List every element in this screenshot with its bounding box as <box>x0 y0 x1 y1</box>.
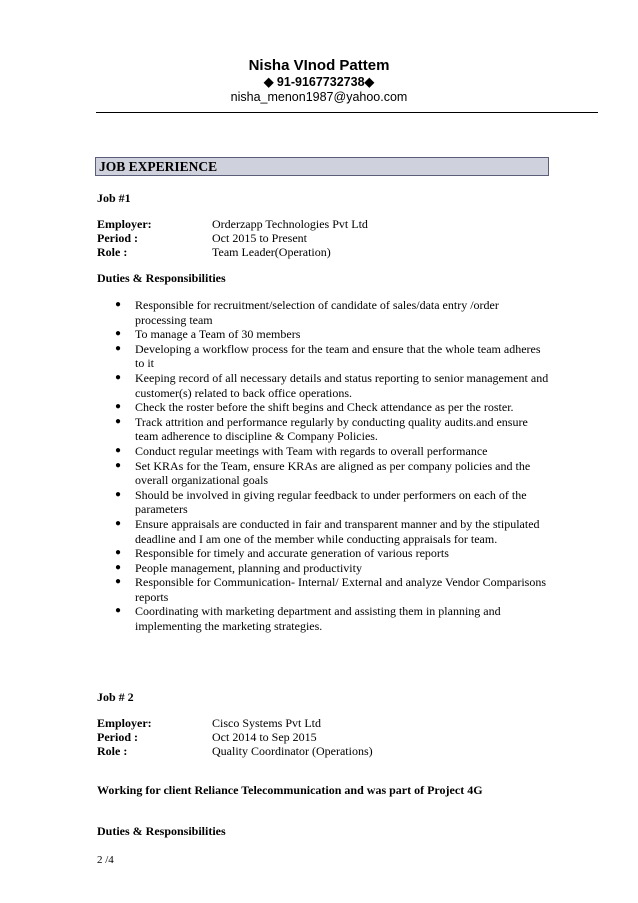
page-number: 2 /4 <box>97 854 114 866</box>
candidate-name: Nisha VInod Pattem <box>248 57 390 74</box>
list-item <box>112 604 552 633</box>
duty-text: Coordinating with marketing department and assisting them in planning and implementing the marketing strategies. <box>135 604 501 634</box>
bullet-icon: ● <box>115 517 122 529</box>
list-item <box>112 561 552 576</box>
list-item <box>112 459 552 488</box>
bullet-icon: ● <box>115 561 122 573</box>
duty-text: Keeping record of all necessary details and status reporting to senior management and customer(s) related to back office operations. <box>135 370 549 400</box>
bullet-icon: ● <box>115 342 122 354</box>
bullet-icon: ● <box>115 444 122 456</box>
job1-employer: Orderzapp Technologies Pvt Ltd <box>212 217 368 231</box>
job2-employer-label: Employer: <box>97 716 152 730</box>
section-header-box <box>95 157 549 176</box>
list-item <box>112 400 552 415</box>
bullet-icon: ● <box>115 299 122 310</box>
job2-employer: Cisco Systems Pvt Ltd <box>212 716 322 730</box>
list-item <box>112 415 552 444</box>
bullet-icon: ● <box>115 605 122 617</box>
duty-text: People management, planning and productivity <box>135 560 362 575</box>
list-item <box>112 327 552 342</box>
bullet-icon: ● <box>115 328 122 340</box>
job2-role-label: Role : <box>97 744 128 758</box>
list-item <box>112 342 552 371</box>
job1-period-label: Period : <box>97 231 138 245</box>
bullet-icon: ● <box>115 576 122 588</box>
job2-duties-heading: Duties & Responsibilities <box>97 824 226 838</box>
job2-period: Oct 2014 to Sep 2015 <box>212 730 317 744</box>
duty-text: Responsible for timely and accurate generation of various reports <box>135 546 449 561</box>
bullet-icon: ● <box>115 401 122 413</box>
phone-number: ◆ 91-9167732738◆ <box>263 75 375 89</box>
section-title: JOB EXPERIENCE <box>99 159 218 174</box>
job1-role: Team Leader(Operation) <box>212 245 331 259</box>
bullet-icon: ● <box>115 547 122 559</box>
duty-text: Track attrition and performance regularly by conducting quality audits.and ensure team adherence to discipline & Company Policies. <box>135 414 528 444</box>
list-item <box>112 575 552 604</box>
duty-text: Responsible for Communication- Internal/ External and analyze Vendor Comparisons reports <box>135 575 547 604</box>
list-item <box>112 444 552 459</box>
header-divider <box>96 112 598 113</box>
job1-role-label: Role : <box>97 245 128 259</box>
list-item <box>112 517 552 546</box>
job2-role: Quality Coordinator (Operations) <box>212 744 373 758</box>
list-item <box>112 298 552 327</box>
duty-text: Should be involved in giving regular feedback to under performers on each of the parameters <box>135 487 527 517</box>
list-item <box>112 488 552 517</box>
job2-client-note: Working for client Reliance Telecommunication and was part of Project 4G <box>97 783 483 797</box>
bullet-icon: ● <box>115 488 122 500</box>
duty-text: Set KRAs for the Team, ensure KRAs are aligned as per company policies and the overall organizational goals <box>135 458 531 488</box>
duty-text: Ensure appraisals are conducted in fair and transparent manner and by the stipulated deadline and I am one of the member while conducting appraisals for team. <box>135 516 540 546</box>
job1-duties-heading: Duties & Responsibilities <box>97 271 226 285</box>
duty-text: To manage a Team of 30 members <box>135 327 301 342</box>
email-address: nisha_menon1987@yahoo.com <box>230 90 408 104</box>
job1-employer-label: Employer: <box>97 217 152 231</box>
duty-text: Check the roster before the shift begins and Check attendance as per the roster. <box>135 400 514 415</box>
job2-period-label: Period : <box>97 730 138 744</box>
duty-text: Conduct regular meetings with Team with regards to overall performance <box>135 443 488 458</box>
duty-text: Responsible for recruitment/selection of candidate of sales/data entry /order processing team <box>135 298 499 327</box>
bullet-icon: ● <box>115 459 122 471</box>
bullet-icon: ● <box>115 415 122 427</box>
job1-period: Oct 2015 to Present <box>212 231 307 245</box>
list-item <box>112 546 552 561</box>
job1-heading: Job #1 <box>97 191 131 205</box>
bullet-icon: ● <box>115 371 122 383</box>
duty-text: Developing a workflow process for the team and ensure that the whole team adheres to it <box>135 341 541 371</box>
list-item <box>112 371 552 400</box>
job1-duties-list <box>112 298 552 634</box>
job2-heading: Job # 2 <box>97 690 134 704</box>
